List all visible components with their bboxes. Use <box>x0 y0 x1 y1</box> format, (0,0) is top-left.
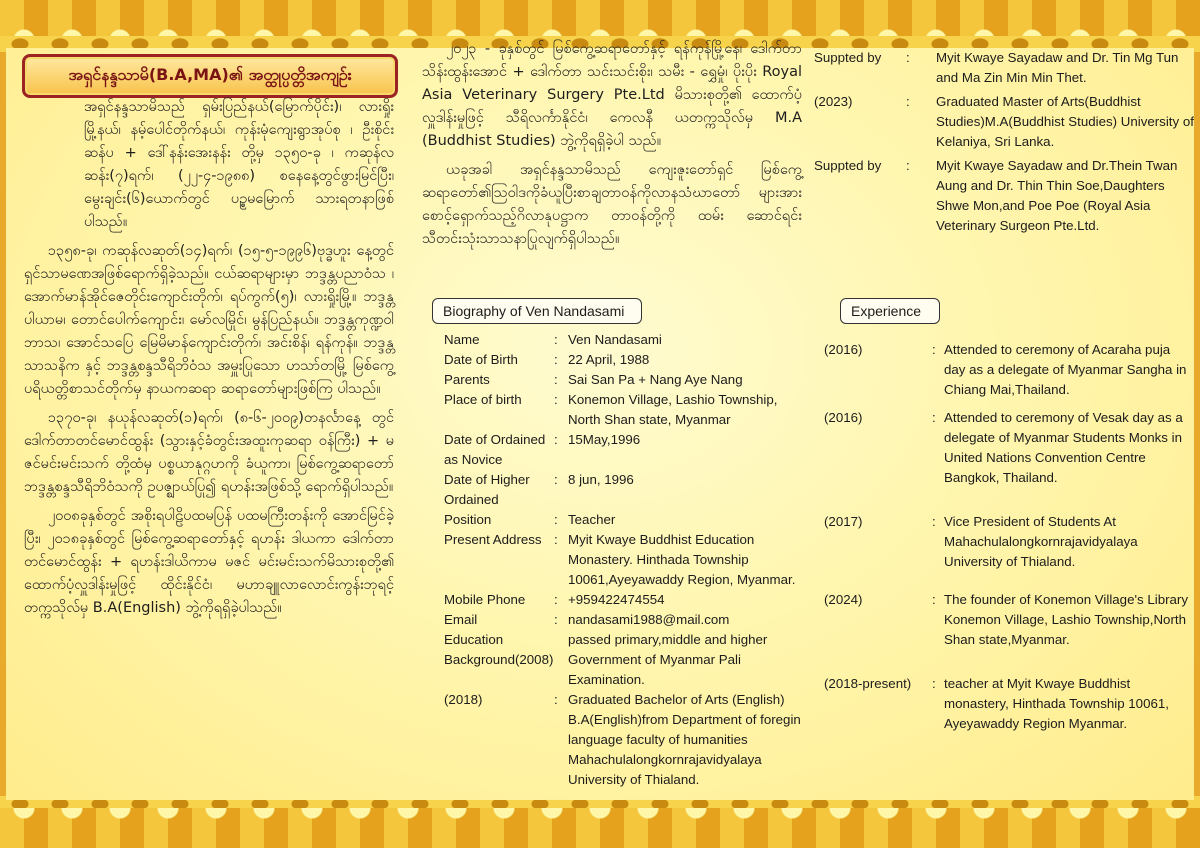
support-value: Myit Kwaye Sayadaw and Dr.Thein Twan Aung and Dr. Thin Thin Soe,Daughters Shwe Mon,and Poe Poe (Royal Asia Veterinary Surgeon Pte.Ltd. <box>936 158 1178 233</box>
detail-separator: : <box>554 392 558 407</box>
experience-year: (2018-present) <box>824 676 912 691</box>
detail-value: Sai San Pa + Nang Aye Nang <box>568 372 743 387</box>
experience-year: (2024) <box>824 592 863 607</box>
biography-details <box>444 330 804 790</box>
experience-title: Experience <box>851 303 922 319</box>
experience-row <box>824 340 1194 408</box>
detail-separator: : <box>554 432 558 447</box>
detail-label: Date of Higher Ordained <box>444 472 530 507</box>
experience-row <box>824 512 1194 590</box>
support-row <box>814 92 1194 152</box>
detail-row <box>444 390 804 430</box>
detail-row <box>444 590 804 610</box>
detail-separator: : <box>554 592 558 607</box>
detail-label: Present Address <box>444 532 542 547</box>
detail-row <box>444 350 804 370</box>
detail-label: Date of Birth <box>444 352 518 367</box>
detail-label: Date of Ordained as Novice <box>444 432 546 467</box>
detail-value: Graduated Bachelor of Arts (English) B.A(English)from Department of foregin language faculty of humanities Mahachulalongkornrajavidyalaya University of Thialand. <box>568 692 801 787</box>
biography-title: Biography of Ven Nandasami <box>443 303 625 319</box>
myanmar-title-banner <box>22 54 398 98</box>
detail-row <box>444 530 804 590</box>
detail-separator <box>554 630 568 690</box>
experience-year: (2016) <box>824 342 863 357</box>
decorative-border-bottom <box>0 808 1200 848</box>
detail-separator: : <box>554 612 558 627</box>
support-row <box>814 156 1194 236</box>
detail-row <box>444 430 804 470</box>
detail-separator: : <box>554 692 558 707</box>
detail-value: passed primary,middle and higher Government of Myanmar Pali Examination. <box>568 632 768 687</box>
myanmar-paragraph: ၂၀၂၃ - ခုနှစ်တွင် မြစ်ကွေ့ဆရာတော်နှင့် ရန်ကုန်မြို့နေ၊ ဒေါက်တာ သိန်းထွန်းအောင် + ဒေါက်တာ သင်းသင်းစိုး၊ သမီး - ရွှေမှုံ၊ ပိုးပိုး Royal Asia Veterinary Surgery Pte.Ltd မိသားစုတို့၏ ထောက်ပံ့လှူဒါန်းမှုဖြင့် သီရိလင်္ကာနိုင်ငံ၊ ကေလနီ ယတက္ကသိုလ်မှ M.A (Buddhist Studies) ဘွဲ့ကိုရရှိခဲ့ပါ သည်။ <box>422 41 802 149</box>
column-myanmar-biography <box>12 48 402 800</box>
detail-label: Name <box>444 332 480 347</box>
detail-value: 15May,1996 <box>568 432 641 447</box>
experience-text: Attended to ceremony of Acaraha puja day as a delegate of Myanmar Sangha in Chiang Mai,Thailand. <box>944 342 1187 397</box>
myanmar-paragraph: ၁၃၅၈-ခု၊ ကဆုန်လဆုတ်(၁၄)ရက်၊ (၁၅-၅-၁၉၉၆)ဗုဒ္ဓဟူး နေ့တွင် ရှင်သာမဏေအဖြစ်ရောက်ရှိခဲ့သည်။ ငယ်ဆရာများမှာ ဘဒ္ဒန္တပညာဝံသ ၊ အောက်မာန်အိုင်ဇေတိုင်းကျောင်းတိုက်၊ ရပ်ကွက်(၅)၊ လားရှိုးမြို့။ ဘဒ္ဒန္တပါယာမ၊ တောင်ပေါက်ကျောင်း၊ မော်လမြိုင်၊ မွန်ပြည်နယ်။ ဘဒ္ဒန္တကုဏ္ဍဝါဘာသ၊ အောင်သပြေ မြေမိမာန်ကျောင်းတိုက်၊ အင်းစိန်၊ ရန်ကုန်။ ဘဒ္ဒန္တသာသနိက နှင့် ဘဒ္ဒန္တစန္ဒသီရိဘိဝံသ အမှူးပြုသော ဟသာ်တမြို့ မြစ်ကွေ့ ပရိယတ္တိစာသင်တိုက်မှ နာယကဆရာ ဆရာတော်များဖြစ်ကြ ပါသည်။ <box>24 243 394 397</box>
detail-row <box>444 470 804 510</box>
detail-label: Parents <box>444 372 490 387</box>
detail-value: Teacher <box>568 512 616 527</box>
myanmar-paragraph: ၁၃၇၀-ခု၊ နယုန်လဆုတ်(၁)ရက်၊ (၈-၆-၂၀၀၉)တနင်္လာနေ့ တွင် ဒေါက်တာတင်မောင်ထွန်း (သွားနှင့်ခံတွင်းအထူးကုဆရာ ဝန်ကြီး) + မဇင်မင်းမင်းသက် တို့ထံမှ ပစ္စယာနုဂ္ဂဟကို ခံယူကာ၊ မြစ်ကွေ့ဆရာတော် ဘဒ္ဒန္တစန္ဒသီရိဘိဝံသကို ဥပဇ္ဈာယ်ပြု၍ ရဟန်းအဖြစ်သို့ ရောက်ရှိပါသည်။ <box>24 410 394 495</box>
support-separator: : <box>906 50 910 65</box>
detail-label: Place of birth <box>444 392 522 407</box>
myanmar-paragraph: အရှင်နန္ဒသာမိသည် ရှမ်းပြည်နယ်(မြောက်ပိုင်း)၊ လားရှိုးမြို့နယ်၊ နမ့်ပေါင်တိုက်နယ်၊ ကုန်းမုံကျေးရွာအုပ်စု ၊ ဦးစိုင်းဆန်ပ + ဒေါ်နန်းအေးနန်း တို့မှ ၁၃၅၀-ခု ၊ ကဆုန်လဆန်း(၇)ရက်၊ (၂၂-၄-၁၉၈၈) စနေနေ့တွင်ဖွားမြင်ပြီး၊ မွေးချင်း(၆)ယောက်တွင် ပဉ္စမမြောက် သားရတနာဖြစ်ပါသည်။ <box>84 99 394 230</box>
detail-label: Mobile Phone <box>444 592 526 607</box>
experience-year: (2017) <box>824 514 863 529</box>
experience-separator: : <box>932 410 936 425</box>
myanmar-title: အရှင်နန္ဒသာမိ(B.A,MA)၏ အတ္ထုပ္ပတ္တိအကျဉ်း <box>68 65 352 84</box>
support-value: Graduated Master of Arts(Buddhist Studies)M.A(Buddhist Studies) University of Kelaniya, Sri Lanka. <box>936 94 1194 149</box>
brochure-page <box>6 41 1194 800</box>
support-separator: : <box>906 94 910 109</box>
detail-value: 22 April, 1988 <box>568 352 650 367</box>
column-middle <box>422 41 802 800</box>
experience-separator: : <box>932 342 936 357</box>
experience-text: The founder of Konemon Village's Library Konemon Village, Lashio Township,North Shan state,Myanmar. <box>944 592 1188 647</box>
detail-separator: : <box>554 512 558 527</box>
experience-row <box>824 674 1194 734</box>
column-right <box>814 48 1194 800</box>
detail-separator: : <box>554 352 558 367</box>
experience-heading <box>840 298 940 324</box>
experience-separator: : <box>932 676 936 691</box>
detail-label: Email <box>444 612 478 627</box>
experience-separator: : <box>932 592 936 607</box>
detail-value: nandasami1988@mail.com <box>568 612 730 627</box>
experience-row <box>824 590 1194 674</box>
detail-label: (2018) <box>444 692 483 707</box>
detail-row <box>444 510 804 530</box>
experience-text: Attended to ceremony of Vesak day as a delegate of Myanmar Students Monks in United Nations Convention Centre Bangkok, Thailand. <box>944 410 1183 485</box>
detail-label: Education Background(2008) <box>444 632 554 667</box>
support-label: (2023) <box>814 94 853 109</box>
experience-year: (2016) <box>824 410 863 425</box>
biography-heading <box>432 298 642 324</box>
detail-value: Konemon Village, Lashio Township, North Shan state, Myanmar <box>568 392 778 427</box>
detail-row <box>444 370 804 390</box>
support-value: Myit Kwaye Sayadaw and Dr. Tin Mg Tun and Ma Zin Min Min Thet. <box>936 50 1179 85</box>
detail-value: 8 jun, 1996 <box>568 472 634 487</box>
detail-row <box>444 610 804 630</box>
experience-row <box>824 408 1194 512</box>
detail-value: Myit Kwaye Buddhist Education Monastery. Hinthada Township 10061,Ayeyawaddy Region, Myanmar. <box>568 532 796 587</box>
support-label: Suppted by <box>814 158 882 173</box>
myanmar-intro <box>422 38 802 257</box>
experience-separator: : <box>932 514 936 529</box>
myanmar-paragraph: ယခုအခါ အရှင်နန္ဒသာမိသည် ကျေးဇူးတော်ရှင် မြစ်ကွေ့ ဆရာတော်၏သြဝါဒကိုခံယူပြီးစာချတာဝန်ကိုလာနသံဃာတော် များအား စောင့်ရှောက်သည့်ဂိလာနုပဋ္ဌာက တာဝန်တို့ကို ထမ်း ဆောင်ရင်းသီတင်းသုံးသာသနာပြုလျက်ရှိပါသည်။ <box>422 162 802 247</box>
experience-text: teacher at Myit Kwaye Buddhist monastery, Hinthada Township 10061, Ayeyawaddy Region Myanmar. <box>944 676 1169 731</box>
detail-separator: : <box>554 372 558 387</box>
detail-separator: : <box>554 472 558 487</box>
detail-row <box>444 630 804 690</box>
experience-list <box>824 340 1194 734</box>
support-details <box>814 48 1194 240</box>
experience-text: Vice President of Students At Mahachulalongkornrajavidyalaya University of Thialand. <box>944 514 1138 569</box>
detail-row <box>444 690 804 790</box>
support-separator: : <box>906 158 910 173</box>
detail-row <box>444 330 804 350</box>
detail-label: Position <box>444 512 492 527</box>
support-row <box>814 48 1194 88</box>
detail-separator: : <box>554 332 558 347</box>
support-label: Suppted by <box>814 50 882 65</box>
detail-value: +959422474554 <box>568 592 665 607</box>
decorative-border-top <box>0 0 1200 40</box>
myanmar-paragraph: ၂၀၀၈ခုနှစ်တွင် အစိုးရပါဠိပထမပြန် ပထမကြီးတန်းကို အောင်မြင်ခဲ့ပြီး၊ ၂၀၁၈ခုနှစ်တွင် မြစ်ကွေ့ဆရာတော်နှင့် ရဟန်း ဒါယကာ ဒေါက်တာ တင်မောင်ထွန်း + ရဟန်းဒါယိကာမ မဇင် မင်းမင်းသက်မိသားစုတို့၏ ထောက်ပံ့လှူဒါန်းမှုဖြင့် ထိုင်းနိုင်ငံ၊ မဟာချူလာလောင်းကွန်းဘုရင့်တက္ကသိုလ်မှ B.A(English) ဘွဲ့ကိုရရှိခဲ့ပါသည်။ <box>24 508 394 616</box>
detail-value: Ven Nandasami <box>568 332 662 347</box>
detail-separator: : <box>554 532 558 547</box>
myanmar-body <box>24 96 394 626</box>
